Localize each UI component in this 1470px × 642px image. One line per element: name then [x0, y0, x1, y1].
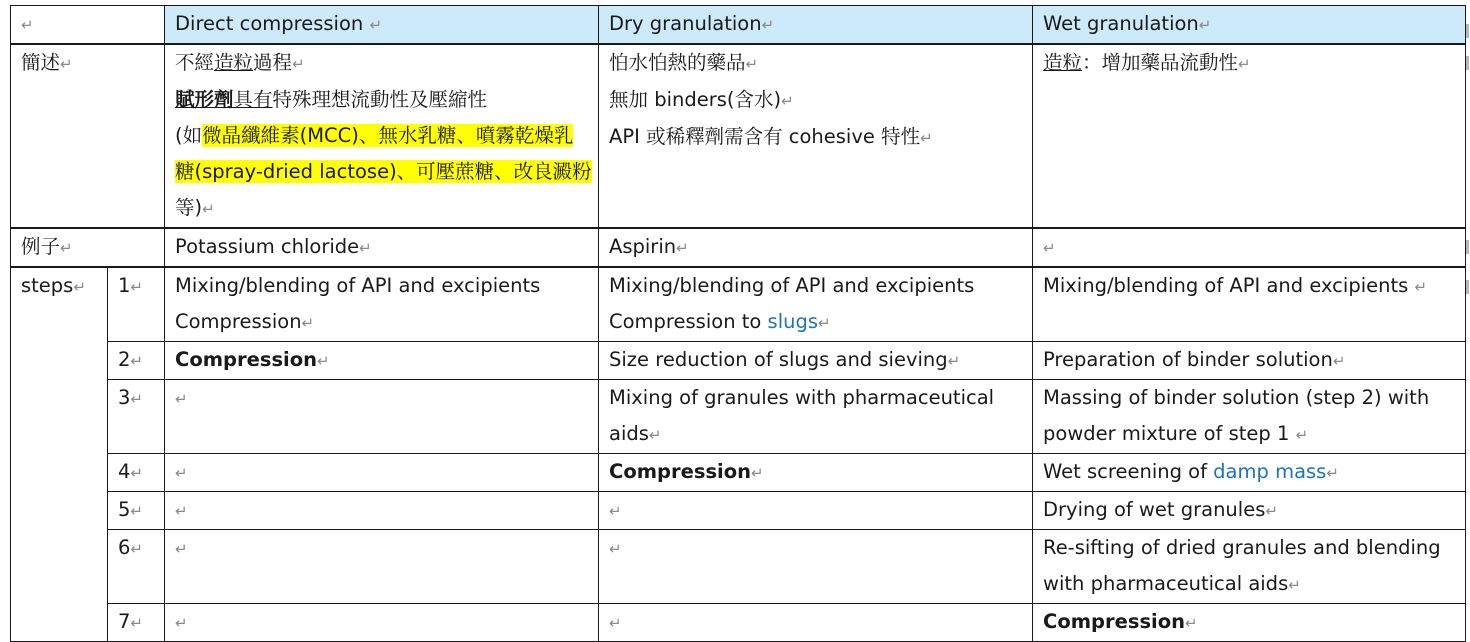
- paragraph-mark-icon: ↵: [175, 502, 188, 520]
- steps-label-cell[interactable]: steps↵: [11, 267, 108, 642]
- slugs-term: slugs: [767, 310, 819, 333]
- step-dry-line: Mixing/blending of API and excipients: [609, 274, 975, 297]
- paragraph-mark-icon: ↵: [1326, 464, 1339, 482]
- granulation-term: 造粒: [214, 51, 254, 74]
- step-dry-line: Compression to slugs↵: [609, 310, 831, 333]
- highlighted-excipient-list: 微晶纖維素(MCC)、無水乳糖、噴霧乾燥乳糖(spray-dried lactose)、可壓蔗糖、改良澱粉: [175, 124, 592, 183]
- paragraph-mark-icon: ↵: [818, 314, 831, 332]
- step-wet-cell[interactable]: Mixing/blending of API and excipients ↵: [1033, 267, 1466, 342]
- description-dry-line-2: 無加 binders(含水)↵: [609, 88, 794, 111]
- paragraph-mark-icon: ↵: [745, 55, 759, 73]
- step-row: [11, 380, 1466, 454]
- paragraph-mark-icon: ↵: [175, 464, 188, 482]
- step-number-cell[interactable]: 1↵: [108, 267, 165, 342]
- step-row: [11, 267, 1466, 342]
- paragraph-mark-icon: ↵: [920, 129, 933, 147]
- step-dry-cell[interactable]: [599, 267, 1033, 342]
- paragraph-mark-icon: ↵: [1414, 278, 1428, 296]
- step-dry-cell[interactable]: [599, 604, 1033, 642]
- step-dry-cell[interactable]: [599, 530, 1033, 604]
- header-dry-granulation[interactable]: Dry granulation↵: [599, 6, 1033, 45]
- damp-mass-term: damp mass: [1213, 460, 1327, 483]
- paragraph-mark-icon: ↵: [676, 239, 689, 257]
- description-dry-line-3: API 或稀釋劑需含有 cohesive 特性↵: [609, 125, 933, 148]
- step-wet-cell[interactable]: Drying of wet granules↵: [1033, 492, 1466, 530]
- paragraph-mark-icon: ↵: [130, 464, 143, 482]
- example-dry-cell[interactable]: Aspirin↵: [599, 228, 1033, 267]
- step-row: [11, 492, 1466, 530]
- paragraph-mark-icon: ↵: [21, 16, 34, 34]
- paragraph-mark-icon: ↵: [1185, 614, 1198, 632]
- step-number-cell[interactable]: 3↵: [108, 380, 165, 454]
- paragraph-mark-icon: ↵: [73, 278, 86, 296]
- paragraph-mark-icon: ↵: [609, 502, 622, 520]
- paragraph-mark-icon: ↵: [1198, 16, 1212, 34]
- description-wet-line-1: 造粒：增加藥品流動性↵: [1043, 51, 1251, 74]
- step-number-cell[interactable]: 5↵: [108, 492, 165, 530]
- example-wet-cell[interactable]: [1033, 228, 1466, 267]
- step-number-cell[interactable]: 4↵: [108, 454, 165, 492]
- end-of-row-marker: [1466, 24, 1469, 38]
- step-direct-cell[interactable]: [165, 267, 599, 342]
- step-dry-cell[interactable]: Size reduction of slugs and sieving↵: [599, 342, 1033, 380]
- comparison-table: [10, 5, 1466, 642]
- paragraph-mark-icon: ↵: [1332, 352, 1346, 370]
- step-direct-line: Mixing/blending of API and excipients: [175, 274, 541, 297]
- step-direct-cell[interactable]: [165, 530, 599, 604]
- paragraph-mark-icon: ↵: [1288, 576, 1301, 594]
- step-direct-cell[interactable]: [165, 454, 599, 492]
- example-row: [11, 228, 1466, 267]
- paragraph-mark-icon: ↵: [60, 55, 73, 73]
- description-direct-line-1: 不經造粒過程↵: [175, 51, 305, 74]
- paragraph-mark-icon: ↵: [761, 16, 775, 34]
- step-number-cell[interactable]: 2↵: [108, 342, 165, 380]
- paragraph-mark-icon: ↵: [1043, 239, 1056, 257]
- description-label-cell[interactable]: 簡述↵: [11, 44, 165, 228]
- header-row: [11, 6, 1466, 45]
- paragraph-mark-icon: ↵: [359, 239, 372, 257]
- paragraph-mark-icon: ↵: [130, 278, 143, 296]
- paragraph-mark-icon: ↵: [130, 540, 143, 558]
- description-dry-line-1: 怕水怕熱的藥品↵: [609, 51, 759, 74]
- step-wet-cell[interactable]: Wet screening of damp mass↵: [1033, 454, 1466, 492]
- end-of-row-marker: [1466, 280, 1469, 294]
- step-dry-cell[interactable]: Mixing of granules with pharmaceutical aids↵: [599, 380, 1033, 454]
- paragraph-mark-icon: ↵: [130, 352, 143, 370]
- description-dry-cell[interactable]: [599, 44, 1033, 228]
- paragraph-mark-icon: ↵: [317, 352, 330, 370]
- paragraph-mark-icon: ↵: [60, 239, 73, 257]
- paragraph-mark-icon: ↵: [301, 314, 315, 332]
- step-direct-cell[interactable]: [165, 492, 599, 530]
- granulation-term: 造粒: [1043, 51, 1083, 74]
- step-wet-cell[interactable]: Re-sifting of dried granules and blending with pharmaceutical aids↵: [1033, 530, 1466, 604]
- paragraph-mark-icon: ↵: [130, 390, 143, 408]
- description-wet-cell[interactable]: [1033, 44, 1466, 228]
- step-dry-cell[interactable]: [599, 492, 1033, 530]
- description-direct-cell[interactable]: [165, 44, 599, 228]
- paragraph-mark-icon: ↵: [751, 464, 764, 482]
- step-row: [11, 604, 1466, 642]
- step-wet-cell[interactable]: Massing of binder solution (step 2) with powder mixture of step 1 ↵: [1033, 380, 1466, 454]
- header-direct-compression[interactable]: Direct compression ↵: [165, 6, 599, 45]
- step-wet-cell[interactable]: Compression↵: [1033, 604, 1466, 642]
- step-direct-cell[interactable]: Compression↵: [165, 342, 599, 380]
- step-row: [11, 342, 1466, 380]
- excipient-term: 賦形劑: [175, 88, 234, 111]
- step-row: [11, 530, 1466, 604]
- paragraph-mark-icon: ↵: [202, 200, 215, 218]
- step-number-cell[interactable]: 6↵: [108, 530, 165, 604]
- header-wet-granulation[interactable]: Wet granulation↵: [1033, 6, 1466, 45]
- step-dry-cell[interactable]: Compression↵: [599, 454, 1033, 492]
- description-direct-line-3: (如微晶纖維素(MCC)、無水乳糖、噴霧乾燥乳糖(spray-dried lactose)、可壓蔗糖、改良澱粉等)↵: [175, 124, 592, 219]
- paragraph-mark-icon: ↵: [369, 16, 383, 34]
- paragraph-mark-icon: ↵: [648, 426, 662, 444]
- paragraph-mark-icon: ↵: [130, 502, 143, 520]
- step-wet-cell[interactable]: Preparation of binder solution↵: [1033, 342, 1466, 380]
- step-direct-cell[interactable]: [165, 604, 599, 642]
- step-direct-line: Compression↵: [175, 310, 315, 333]
- paragraph-mark-icon: ↵: [175, 614, 188, 632]
- step-row: [11, 454, 1466, 492]
- end-of-row-marker: [1466, 240, 1469, 254]
- paragraph-mark-icon: ↵: [1265, 502, 1278, 520]
- step-number-cell[interactable]: 7↵: [108, 604, 165, 642]
- description-row: [11, 44, 1466, 228]
- paragraph-mark-icon: ↵: [175, 540, 188, 558]
- description-direct-line-2: 賦形劑具有特殊理想流動性及壓縮性: [175, 88, 488, 111]
- paragraph-mark-icon: ↵: [781, 92, 794, 110]
- paragraph-mark-icon: ↵: [947, 352, 961, 370]
- paragraph-mark-icon: ↵: [175, 390, 188, 408]
- paragraph-mark-icon: ↵: [609, 540, 622, 558]
- step-direct-cell[interactable]: [165, 380, 599, 454]
- paragraph-mark-icon: ↵: [1238, 55, 1251, 73]
- paragraph-mark-icon: ↵: [130, 614, 143, 632]
- example-label-cell[interactable]: 例子↵: [11, 228, 165, 267]
- paragraph-mark-icon: ↵: [1295, 426, 1309, 444]
- paragraph-mark-icon: ↵: [609, 614, 622, 632]
- paragraph-mark-icon: ↵: [292, 55, 305, 73]
- header-corner-cell[interactable]: [11, 6, 165, 45]
- end-of-row-marker: [1466, 56, 1469, 70]
- example-direct-cell[interactable]: Potassium chloride↵: [165, 228, 599, 267]
- document-page: [10, 5, 1465, 633]
